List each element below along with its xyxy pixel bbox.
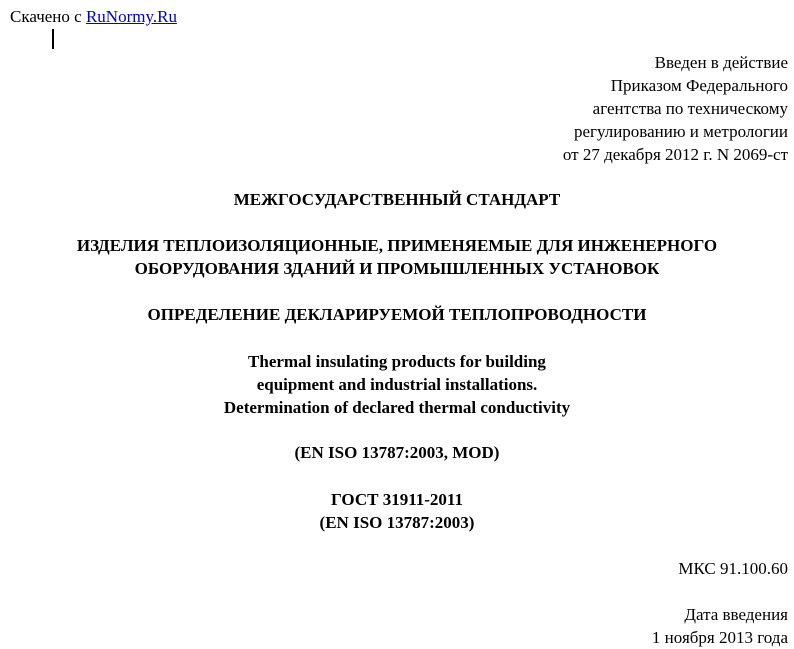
introduction-line: от 27 декабря 2012 г. N 2069-ст xyxy=(562,145,788,164)
standard-kind-heading: МЕЖГОСУДАРСТВЕННЫЙ СТАНДАРТ xyxy=(233,190,561,209)
source-link[interactable]: RuNormy.Ru xyxy=(85,7,177,26)
english-title xyxy=(0,350,794,419)
introduction-line: агентства по техническому xyxy=(592,99,788,118)
effective-date-value: 1 ноября 2013 года xyxy=(651,628,788,647)
english-title-line: Thermal insulating products for building xyxy=(248,352,546,371)
document-title xyxy=(0,234,794,280)
source-prefix: Скачено с xyxy=(10,7,82,26)
effective-date-block xyxy=(652,603,788,649)
document-subtitle: ОПРЕДЕЛЕНИЕ ДЕКЛАРИРУЕМОЙ ТЕПЛОПРОВОДНОСТИ xyxy=(147,305,647,324)
effective-date-label: Дата введения xyxy=(684,605,788,624)
text-cursor xyxy=(52,29,54,49)
introduction-line: Введен в действие xyxy=(654,53,788,72)
document-title-line: ИЗДЕЛИЯ ТЕПЛОИЗОЛЯЦИОННЫЕ, ПРИМЕНЯЕМЫЕ ДЛЯ ИНЖЕНЕРНОГО xyxy=(76,236,718,255)
english-title-line: Determination of declared thermal conductivity xyxy=(223,398,571,417)
source-line xyxy=(10,5,177,28)
gost-code: ГОСТ 31911-2011 xyxy=(331,490,463,509)
en-iso-code: (EN ISO 13787:2003) xyxy=(319,513,475,532)
reference-standard: (EN ISO 13787:2003, MOD) xyxy=(294,443,500,462)
introduction-line: регулированию и метрологии xyxy=(573,122,788,141)
standard-codes xyxy=(0,488,794,534)
classifier-code: МКС 91.100.60 xyxy=(678,559,788,578)
introduction-block xyxy=(563,51,788,166)
document-title-line: ОБОРУДОВАНИЯ ЗДАНИЙ И ПРОМЫШЛЕННЫХ УСТАНОВОК xyxy=(134,259,660,278)
introduction-line: Приказом Федерального xyxy=(610,76,788,95)
english-title-line: equipment and industrial installations. xyxy=(256,375,538,394)
